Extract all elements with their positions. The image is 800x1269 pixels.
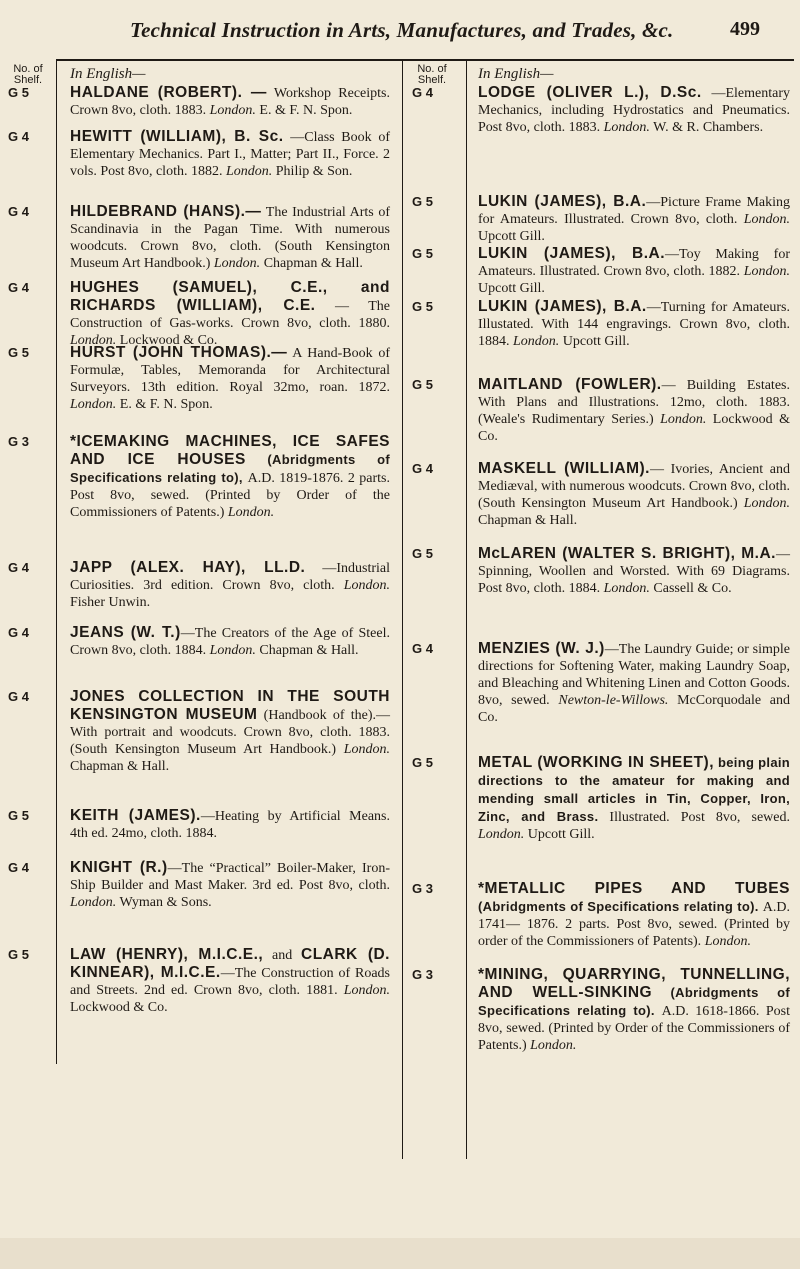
catalogue-entry — [478, 298, 790, 350]
catalogue-entry — [478, 880, 790, 950]
entry-place: London. — [343, 578, 390, 593]
shelf-mark: G 5 — [8, 345, 29, 360]
shelf-mark: G 4 — [412, 461, 433, 476]
entry-publisher: Philip & Son. — [272, 164, 353, 179]
entry-description: —Picture Frame Making for Amateurs. Illustrated. Crown 8vo, cloth. — [478, 195, 790, 227]
catalogue-entry — [478, 754, 790, 843]
shelf-mark: G 5 — [412, 299, 433, 314]
shelf-mark: G 3 — [412, 967, 433, 982]
entry-publisher: Upcott Gill. — [478, 229, 545, 244]
catalogue-entry — [70, 128, 390, 180]
entry-place: London. — [70, 895, 117, 910]
entry-description: —Heating by Artificial Means. 4th ed. 24mo, cloth. 1884. — [70, 809, 390, 841]
catalogue-entry — [70, 859, 390, 911]
entry-publisher: Chapman & Hall. — [255, 643, 359, 658]
running-title: Technical Instruction in Arts, Manufactures, and Trades, &c. — [130, 18, 674, 42]
shelf-mark: G 5 — [412, 755, 433, 770]
entry-description-cont: —The Construction of Roads and Streets. 2nd ed. Crown 8vo, cloth. 1881. — [70, 966, 390, 998]
entry-place: London. — [743, 212, 790, 227]
entry-heading: LUKIN (JAMES), B.A. — [478, 245, 666, 262]
entry-heading: METAL (WORKING IN SHEET), — [478, 754, 715, 771]
entry-heading: JAPP (ALEX. HAY), LL.D. — [70, 559, 306, 576]
catalogue-entry — [478, 545, 790, 597]
page-bottom-edge — [0, 1238, 800, 1269]
shelf-mark: G 4 — [412, 641, 433, 656]
entry-heading: HEWITT (WILLIAM), B. Sc. — [70, 128, 284, 145]
shelf-header-line1: No. of — [417, 63, 447, 75]
entry-heading: HILDEBRAND (HANS).— — [70, 203, 262, 220]
entry-publisher: Chapman & Hall. — [70, 759, 170, 774]
shelf-mark: G 4 — [8, 204, 29, 219]
catalogue-entry — [70, 624, 390, 659]
entry-publisher: W. & R. Chambers. — [649, 120, 764, 135]
entry-publisher: Upcott Gill. — [524, 827, 595, 842]
entry-description: and — [263, 948, 301, 963]
entry-heading: MASKELL (WILLIAM). — [478, 460, 650, 477]
entry-heading: KNIGHT (R.) — [70, 859, 168, 876]
entry-publisher: Chapman & Hall. — [478, 513, 578, 528]
entry-place: London. — [530, 1038, 577, 1053]
entry-heading: MAITLAND (FOWLER). — [478, 376, 662, 393]
entry-description: A Hand-Book of Formulæ, Tables, Memoranda for Architectural Surveyors. 13th edition. Royal 32mo, roan. 1872. — [70, 346, 390, 395]
entry-heading: McLAREN (WALTER S. BRIGHT), M.A. — [478, 545, 776, 562]
shelf-column-header-left — [0, 64, 56, 86]
shelf-mark: G 5 — [412, 377, 433, 392]
catalogue-entry — [478, 376, 790, 445]
entry-publisher: Wyman & Sons. — [116, 895, 212, 910]
entry-heading: *MINING, QUARRYING, TUNNELLING, AND WELL-SINKING — [478, 966, 790, 1001]
shelf-mark: G 4 — [8, 280, 29, 295]
entry-place: London. — [603, 581, 650, 596]
shelf-header-line2: Shelf. — [13, 74, 43, 86]
entry-heading: LODGE (OLIVER L.), D.Sc. — [478, 84, 702, 101]
shelf-mark: G 5 — [412, 546, 433, 561]
entry-place: Newton-le-Willows. — [558, 693, 669, 708]
catalogue-entry — [478, 460, 790, 529]
catalogue-entry — [70, 433, 390, 521]
entry-publisher: Cassell & Co. — [649, 581, 732, 596]
entry-description: —Industrial Curiosities. 3rd edition. Crown 8vo, cloth. — [70, 561, 391, 593]
entry-heading: LAW (HENRY), M.I.C.E., — [70, 946, 264, 963]
entry-description: —The “Practical” Boiler-Maker, Iron-Ship Builder and Mast Maker. 3rd ed. Post 8vo, cloth. — [70, 861, 390, 893]
entry-heading: *METALLIC PIPES AND TUBES — [478, 880, 790, 897]
entry-place: London. — [343, 983, 390, 998]
entry-description: The Industrial Arts of Scandinavia in the Pagan Time. With numerous woodcuts. Crown 8vo, cloth. (South Kensington Museum Art Handbook.) — [70, 205, 391, 271]
catalogue-entry — [478, 84, 790, 136]
entry-description: (Handbook of the).— With portrait and woodcuts. Crown 8vo, cloth. 1883. (South Kensington Museum Art Handbook.) — [70, 708, 390, 757]
shelf-mark: G 5 — [8, 947, 29, 962]
shelf-mark: G 4 — [8, 860, 29, 875]
entry-description: —Spinning, Woollen and Worsted. With 69 Diagrams. Post 8vo, cloth. 1884. — [478, 547, 790, 596]
catalogue-entry — [70, 946, 390, 1016]
entry-place: London. — [70, 397, 117, 412]
entry-description: —Toy Making for Amateurs. Illustrated. Crown 8vo, cloth. 1882. — [478, 247, 791, 279]
entry-description: — Building Estates. With Plans and Illustrations. 12mo, cloth. 1883. (Weale's Rudimentary Series.) — [478, 378, 790, 427]
section-subheading-left: In English— — [70, 66, 146, 82]
entry-description: A.D. 1618-1866. Post 8vo, sewed. (Printed by Order of the Commissioners of Patents.) — [478, 1004, 790, 1053]
entry-publisher: Upcott Gill. — [478, 281, 545, 296]
shelf-mark: G 4 — [8, 560, 29, 575]
entry-place: London. — [213, 256, 261, 271]
entry-heading: JONES COLLECTION IN THE SOUTH KENSINGTON MUSEUM — [70, 688, 390, 723]
entry-coauthor: CLARK (D. KINNEAR), M.I.C.E. — [70, 946, 390, 981]
catalogue-entry — [70, 203, 390, 272]
entry-description: —Class Book of Elementary Mechanics. Part I., Matter; Part II., Force. 2 vols. Post 8vo, cloth. 1882. — [70, 130, 390, 179]
shelf-header-line1: No. of — [13, 63, 43, 75]
entry-heading: KEITH (JAMES). — [70, 807, 201, 824]
entry-heading: HURST (JOHN THOMAS).— — [70, 344, 288, 361]
entry-description: A.D. 1819-1876. 2 parts. Post 8vo, sewed. (Printed by Order of the Commissioners of Patents.) — [70, 471, 390, 520]
entry-description: —The Creators of the Age of Steel. Crown 8vo, cloth. 1884. — [70, 626, 390, 658]
shelf-mark: G 5 — [8, 808, 29, 823]
entry-place: London. — [225, 164, 273, 179]
catalogue-entry — [70, 807, 390, 842]
catalogue-entry — [478, 245, 790, 297]
catalogue-entry — [70, 559, 390, 611]
entry-heading: LUKIN (JAMES), B.A. — [478, 193, 647, 210]
entry-description: Workshop Receipts. Crown 8vo, cloth. 1883. — [70, 86, 390, 118]
entry-publisher: E. & F. N. Spon. — [116, 397, 213, 412]
shelf-divider-right — [466, 59, 467, 1159]
shelf-mark: G 5 — [8, 85, 29, 100]
entry-publisher: McCorquodale and Co. — [478, 693, 790, 725]
catalogue-entry — [70, 279, 390, 349]
entry-place: London. — [513, 334, 560, 349]
entry-heading: MENZIES (W. J.) — [478, 640, 605, 657]
running-header — [0, 18, 800, 44]
catalogue-entry — [478, 193, 790, 245]
shelf-mark: G 4 — [8, 625, 29, 640]
shelf-mark: G 4 — [8, 689, 29, 704]
section-subheading-right: In English— — [478, 66, 554, 82]
entry-heading: LUKIN (JAMES), B.A. — [478, 298, 647, 315]
entry-subheading: being plain directions to the amateur for making and mending small articles in Tin, Copper, Iron, Zinc, and Brass. — [478, 755, 790, 824]
entry-publisher: Lockwood & Co. — [478, 412, 791, 444]
entry-publisher: Upcott Gill. — [559, 334, 630, 349]
entry-place: London. — [343, 742, 390, 757]
entry-place: London. — [209, 643, 256, 658]
catalogue-entry — [478, 640, 790, 726]
entry-place: London. — [70, 333, 117, 348]
entry-description: A.D. 1741— 1876. 2 parts. Post 8vo, sewed. (Printed by order of the Commissioners of Patents). — [478, 900, 790, 949]
shelf-mark: G 4 — [412, 85, 433, 100]
entry-publisher: Chapman & Hall. — [260, 256, 363, 271]
entry-place: London. — [704, 934, 751, 949]
catalogue-entry — [70, 344, 390, 413]
entry-place: London. — [743, 496, 790, 511]
entry-place: London. — [603, 120, 650, 135]
entry-place: London. — [478, 827, 525, 842]
entry-heading: JEANS (W. T.) — [70, 624, 181, 641]
entry-heading: *ICEMAKING MACHINES, ICE SAFES AND ICE HOUSES — [70, 433, 390, 468]
shelf-mark: G 3 — [412, 881, 433, 896]
entry-publisher: Lockwood & Co. — [70, 1000, 168, 1015]
entry-heading: HUGHES (SAMUEL), C.E., and RICHARDS (WILLIAM), C.E. — [70, 279, 390, 314]
catalogue-entry — [70, 84, 390, 119]
entry-publisher: Fisher Unwin. — [70, 595, 151, 610]
shelf-mark: G 5 — [412, 246, 433, 261]
entry-subheading: (Abridgments of Specifications relating to). — [478, 899, 763, 914]
catalogue-entry — [70, 688, 390, 775]
shelf-divider-left — [56, 59, 57, 1064]
entry-description: — Ivories, Ancient and Mediæval, with numerous woodcuts. Crown 8vo, cloth. (South Kensington Museum Art Handbook.) — [478, 462, 790, 511]
shelf-header-line2: Shelf. — [417, 74, 447, 86]
entry-description: —The Laundry Guide; or simple directions for Softening Water, making Laundry Soap, and Bleaching and Whitening Linen and Cotton Goods. 8vo, sewed. — [478, 642, 790, 708]
entry-description: — The Construction of Gas-works. Crown 8vo, cloth. 1880. — [70, 299, 390, 331]
entry-description: —Elementary Mechanics, including Hydrostatics and Pneumatics. Post 8vo, cloth. 1883. — [478, 86, 790, 135]
entry-publisher: Lockwood & Co. — [116, 333, 218, 348]
page-number: 499 — [730, 18, 760, 40]
entry-place: London. — [227, 505, 275, 520]
entry-place: London. — [660, 412, 707, 427]
entry-description: —Turning for Amateurs. Illustated. With 144 engravings. Crown 8vo, cloth. 1884. — [478, 300, 790, 349]
shelf-column-header-right — [404, 64, 460, 86]
catalogue-entry — [478, 966, 790, 1054]
entry-place: London. — [209, 103, 256, 118]
shelf-mark: G 5 — [412, 194, 433, 209]
entry-place: London. — [743, 264, 790, 279]
entry-subheading: (Abridgments of Specifications relating to). — [478, 985, 790, 1018]
column-divider — [402, 59, 403, 1159]
header-rule — [56, 59, 794, 61]
entry-subheading: (Abridgments of Specifications relating to), — [70, 452, 390, 485]
entry-description: Illustrated. Post 8vo, sewed. — [598, 810, 790, 825]
entry-heading: HALDANE (ROBERT). — — [70, 84, 267, 101]
shelf-mark: G 3 — [8, 434, 29, 449]
entry-publisher: E. & F. N. Spon. — [255, 103, 353, 118]
shelf-mark: G 4 — [8, 129, 29, 144]
